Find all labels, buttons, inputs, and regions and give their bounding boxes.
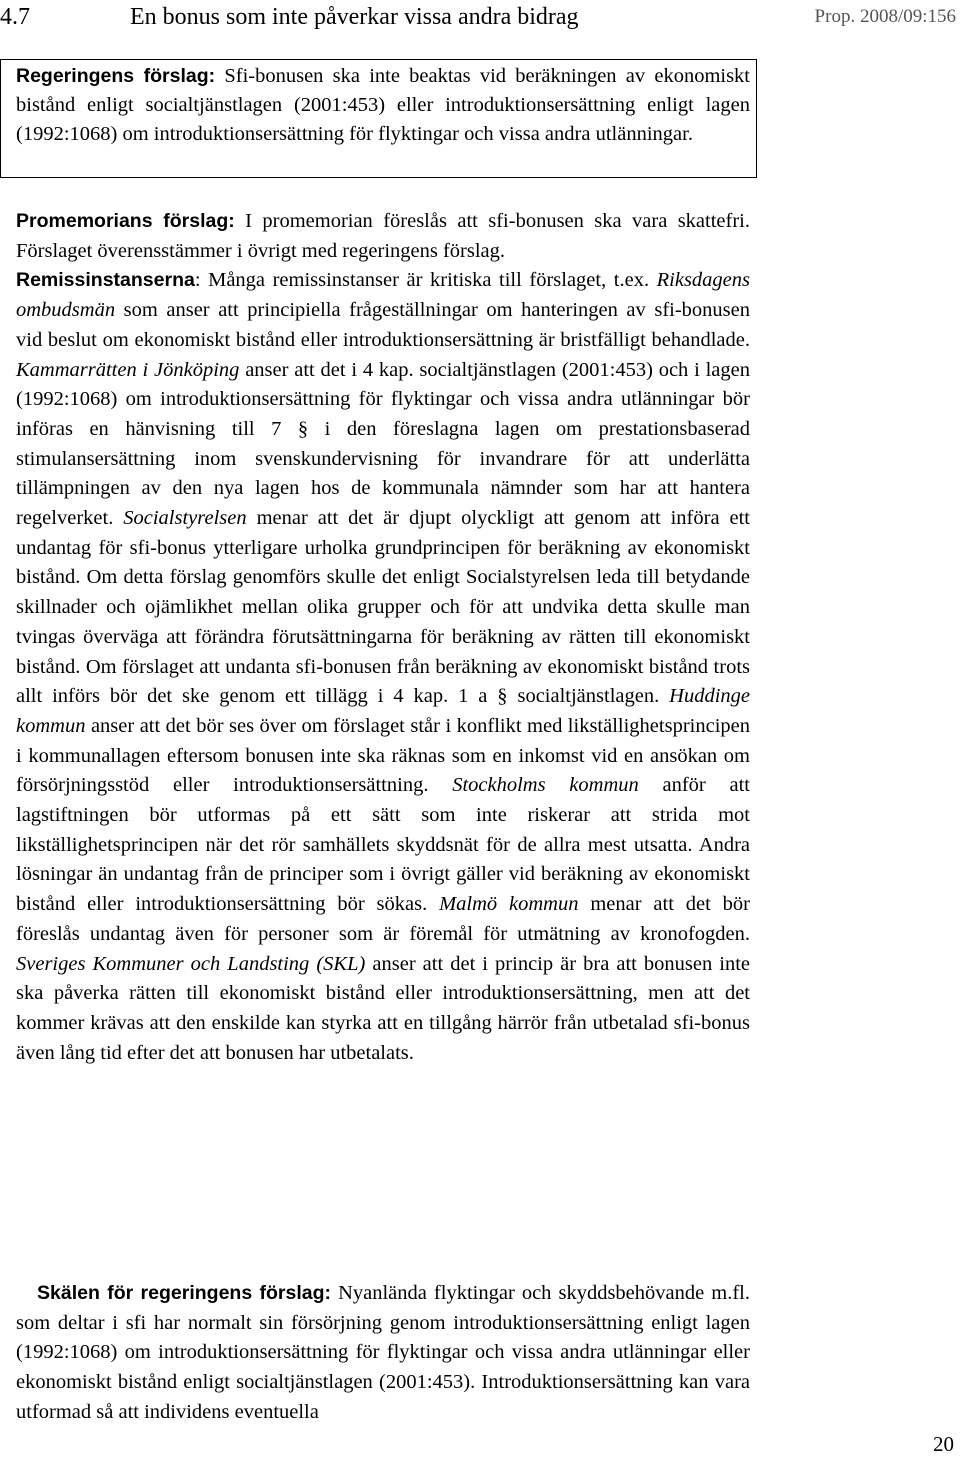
government-proposal — [16, 62, 750, 149]
proposal-box-text — [16, 62, 750, 149]
org-name: Socialstyrelsen — [123, 507, 247, 530]
section-title: En bonus som inte påverkar vissa andra bidrag — [130, 4, 579, 30]
reasons-text: Nyanlända flyktingar och skyddsbehövande m.fl. som deltar i sfi har normalt sin försörjning genom introduktionsersättning enligt lagen (1992:1068) om introduktionsersättning för flyktingar och vissa andra utlänningar eller ekonomiskt bistånd enligt socialtjänstlagen (2001:453). Introduktionsersättning kan vara utformad så att individens eventuella — [16, 1282, 750, 1423]
reasons-section — [16, 1279, 750, 1428]
referral-text: anser att det i princip är bra att bonusen inte ska påverka rätten till ekonomiskt bistånd eller introduktionsersättning, men att det kommer krävas att den enskilde kan styrka att en tillgång härrör från utbetalad sfi-bonus även lång tid efter det att bonusen har utbetalats. — [16, 952, 750, 1064]
memo-proposal — [16, 207, 750, 266]
referral-text: menar att det bör föreslås undantag även för personer som är föremål för utmätning av kronofogden. — [16, 893, 750, 945]
referral-text: : Många remissinstanser är kritiska till förslaget, t.ex. — [194, 269, 657, 292]
org-name: Riksdagens ombudsmän — [16, 269, 750, 322]
page-number: 20 — [933, 1432, 954, 1456]
org-name: Huddinge kommun — [16, 685, 750, 737]
org-name: Malmö kommun — [439, 893, 579, 916]
referral-text: anför att lagstiftningen bör utformas på ett sätt som inte riskerar att strida mot likställighetsprincipen när det rör samhällets skyddsnät för de allra mest utsatta. Andra lösningar än undantag från de principer som i övrigt gäller vid beräkning av ekonomiskt bistånd eller introduktionsersättning bör sökas. — [16, 774, 750, 916]
referral-bodies — [16, 266, 750, 1068]
org-name: Stockholms kommun — [452, 774, 639, 797]
referral-bodies-label: Remissinstanserna — [16, 269, 195, 292]
government-proposal-label: Regeringens förslag: — [16, 65, 216, 87]
org-name: Kammarrätten i Jönköping — [16, 358, 240, 381]
referral-text: anser att det i 4 kap. socialtjänstlagen (2001:453) och i lagen (1992:1068) om introduktionsersättning för flyktingar och vissa andra utlänningar bör införas en hänvisning till 7 § i den föreslagna lagen om prestationsbaserad stimulansersättning inom svenskundervisning för invandrare för att underlätta tillämpningen av den nya lagen hos de kommunala nämnder som har att hantera regelverket. — [16, 358, 750, 530]
memo-proposal-label: Promemorians förslag: — [16, 210, 235, 232]
prop-reference: Prop. 2008/09:156 — [814, 6, 956, 27]
section-heading — [0, 4, 579, 31]
government-proposal-text: Sfi-bonusen ska inte beaktas vid beräkningen av ekonomiskt bistånd enligt socialtjänstlagen (2001:453) eller introduktionsersättning enligt lagen (1992:1068) om introduktionsersättning för flyktingar och vissa andra utlänningar. — [16, 65, 751, 145]
referral-text: som anser att principiella frågeställningar om hanteringen av sfi-bonusen vid beslut om ekonomiskt bistånd eller introduktionsersättning är bristfälligt behandlade. — [16, 299, 750, 351]
reasons-label: Skälen för regeringens förslag: — [37, 1282, 332, 1304]
section-number: 4.7 — [0, 4, 30, 30]
org-name: Sveriges Kommuner och Landsting (SKL) — [16, 952, 366, 975]
body-text — [16, 207, 750, 1068]
reasons-paragraph — [16, 1279, 750, 1428]
referral-text: menar att det är djupt olyckligt att genom att införa ett undantag för sfi-bonus ytterligare urholka grundprincipen för beräkning av ekonomiskt bistånd. Om detta förslag genomförs skulle det enligt Socialstyrelsen leda till betydande skillnader och ojämlikhet mellan olika grupper och för att undvika detta skulle man tvingas överväga att förändra förutsättningarna för beräkning av rätten till ekonomiskt bistånd. Om förslaget att undanta sfi-bonusen från beräkning av ekonomiskt bistånd trots allt införs bör det ske genom ett tillägg i 4 kap. 1 a § socialtjänstlagen. — [16, 507, 750, 708]
memo-proposal-text: I promemorian föreslås att sfi-bonusen ska vara skattefri. Förslaget överensstämmer i övrigt med regeringens förslag. — [16, 210, 750, 262]
referral-text: anser att det bör ses över om förslaget står i konflikt med likställighetsprincipen i kommunallagen eftersom bonusen inte ska räknas som en inkomst vid en ansökan om försörjningsstöd eller introduktionsersättning. — [16, 714, 750, 797]
